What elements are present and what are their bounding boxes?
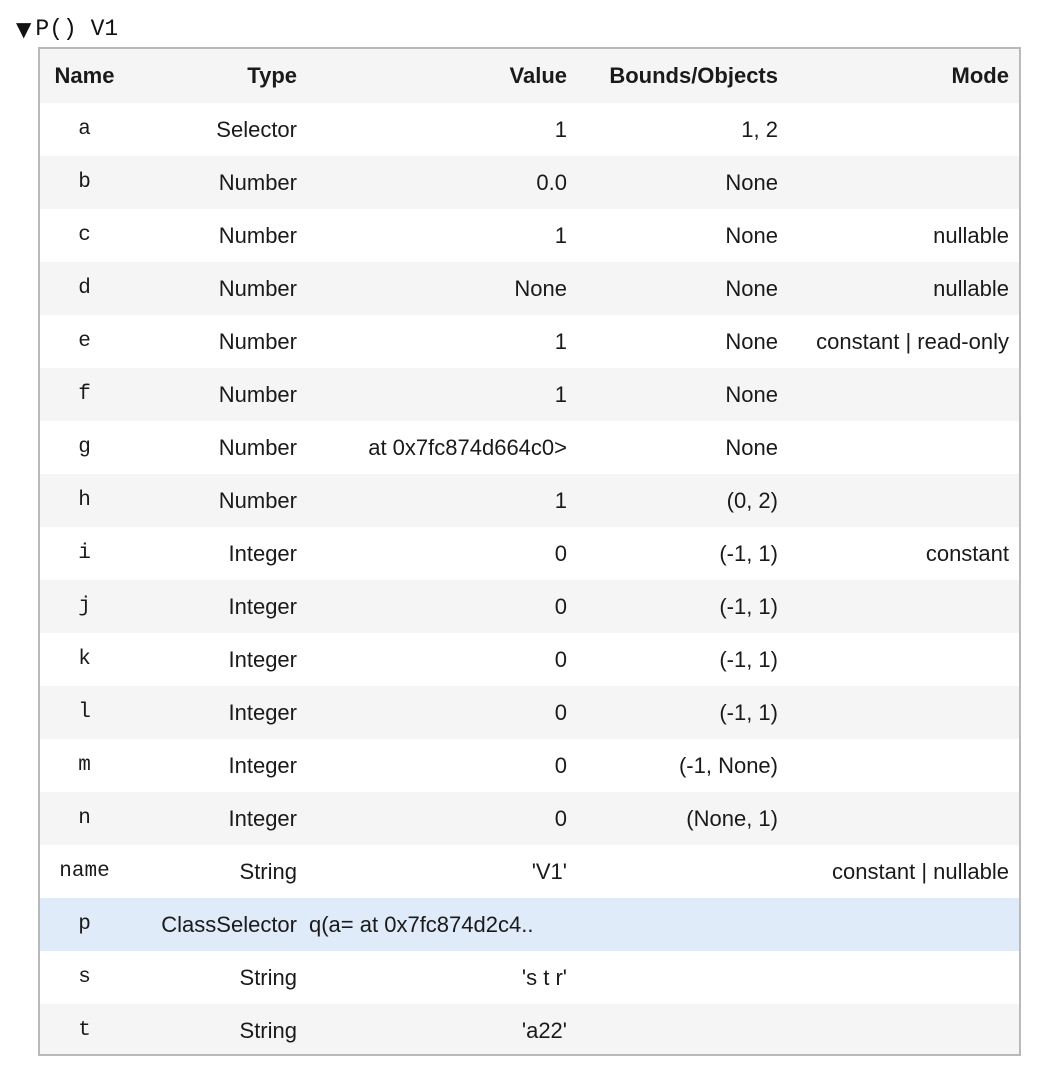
cell-type: Number [218,275,297,301]
cell-bounds: None [725,381,778,407]
cell-bounds: None [725,222,778,248]
cell-bounds [576,898,786,951]
cell-value: q(a= at 0x7fc874d2c4.. [309,911,534,937]
cell-value: 1 [554,487,567,513]
param-header-toggle[interactable] [16,14,118,44]
cell-value: 0 [554,540,567,566]
table-row[interactable] [40,845,1021,898]
cell-name: k [78,648,91,671]
table-row[interactable] [40,633,1021,686]
cell-value: 'a22' [521,1017,567,1043]
cell-value: None [514,275,567,301]
cell-name: s [78,966,91,989]
cell-value: 0 [554,805,567,831]
cell-bounds: (None, 1) [686,805,778,831]
cell-mode [786,792,1021,845]
table-row[interactable] [40,368,1021,421]
cell-bounds [576,1004,786,1056]
cell-bounds: 1, 2 [741,116,778,142]
cell-type: Integer [228,699,297,725]
cell-value: 's t r' [521,964,567,990]
cell-mode [786,156,1021,209]
cell-value: 0.0 [536,169,567,195]
cell-value: 1 [554,116,567,142]
cell-bounds: (-1, 1) [719,593,778,619]
cell-name: b [78,171,91,194]
cell-mode: nullable [933,222,1009,248]
cell-bounds: None [725,169,778,195]
cell-mode [786,1004,1021,1056]
cell-bounds: (0, 2) [726,487,778,513]
cell-name: l [78,701,91,724]
table-row[interactable] [40,580,1021,633]
cell-value: 0 [554,646,567,672]
cell-type: Integer [228,540,297,566]
cell-name: d [78,277,91,300]
table-header-row [40,49,1021,103]
parameter-table-panel [38,47,1021,1056]
cell-mode [786,421,1021,474]
cell-name: c [78,224,91,247]
cell-name: i [78,542,91,565]
cell-type: Number [218,222,297,248]
cell-bounds: (-1, 1) [719,699,778,725]
table-row[interactable] [40,474,1021,527]
cell-value: 'V1' [531,858,567,884]
cell-type: Selector [216,116,297,142]
cell-bounds: None [725,275,778,301]
cell-mode [786,474,1021,527]
table-row[interactable] [40,315,1021,368]
cell-type: String [239,1017,297,1043]
cell-mode [786,898,1021,951]
table-row[interactable] [40,686,1021,739]
cell-type: Number [218,487,297,513]
table-row[interactable] [40,421,1021,474]
cell-value: 0 [554,752,567,778]
column-header-value: Value [509,63,567,88]
cell-name: p [78,913,91,936]
table-row[interactable] [40,792,1021,845]
cell-value: 1 [554,381,567,407]
column-header-name: Name [54,63,115,88]
cell-type: String [239,858,297,884]
cell-type: Integer [228,805,297,831]
cell-name: a [78,118,91,141]
table-row[interactable] [40,209,1021,262]
table-row[interactable] [40,951,1021,1004]
cell-mode [786,686,1021,739]
cell-bounds: (-1, 1) [719,540,778,566]
cell-mode [786,103,1021,156]
cell-type: Number [218,328,297,354]
cell-mode [786,580,1021,633]
cell-value: 0 [554,593,567,619]
table-row[interactable] [40,103,1021,156]
cell-bounds: None [725,328,778,354]
table-row[interactable] [40,156,1021,209]
cell-type: Integer [228,593,297,619]
cell-name: h [78,489,91,512]
cell-value: 1 [554,328,567,354]
cell-value: 0 [554,699,567,725]
table-row[interactable] [40,898,1021,951]
cell-bounds: (-1, 1) [719,646,778,672]
cell-name: j [78,595,91,618]
disclosure-triangle-icon[interactable]: ▼ [16,17,32,41]
table-row[interactable] [40,1004,1021,1056]
table-row[interactable] [40,262,1021,315]
column-header-mode: Mode [951,63,1009,88]
cell-name: t [78,1019,91,1042]
cell-mode: constant | read-only [816,328,1009,354]
param-title: P() V1 [35,16,119,42]
cell-mode: constant [925,540,1009,566]
cell-type: Number [218,434,297,460]
cell-value: 1 [554,222,567,248]
cell-type: ClassSelector [161,911,297,937]
cell-type: String [239,964,297,990]
cell-type: Number [218,381,297,407]
cell-mode [786,633,1021,686]
cell-name: n [78,807,91,830]
cell-value: at 0x7fc874d664c0> [368,434,567,460]
column-header-type: Type [247,63,297,88]
column-header-bounds: Bounds/Objects [609,63,778,88]
cell-type: Integer [228,646,297,672]
cell-mode [786,739,1021,792]
cell-mode: nullable [933,275,1009,301]
cell-mode [786,368,1021,421]
cell-bounds: (-1, None) [678,752,778,778]
cell-name: m [78,754,91,777]
table-row[interactable] [40,527,1021,580]
cell-name: f [78,383,91,406]
cell-mode [786,951,1021,1004]
cell-mode: constant | nullable [832,858,1009,884]
cell-bounds: None [725,434,778,460]
parameter-table [40,49,1021,1056]
cell-name: name [59,860,110,883]
cell-type: Number [218,169,297,195]
cell-name: e [78,330,91,353]
table-row[interactable] [40,739,1021,792]
cell-bounds [576,951,786,1004]
cell-name: g [78,436,91,459]
cell-type: Integer [228,752,297,778]
cell-bounds [576,845,786,898]
